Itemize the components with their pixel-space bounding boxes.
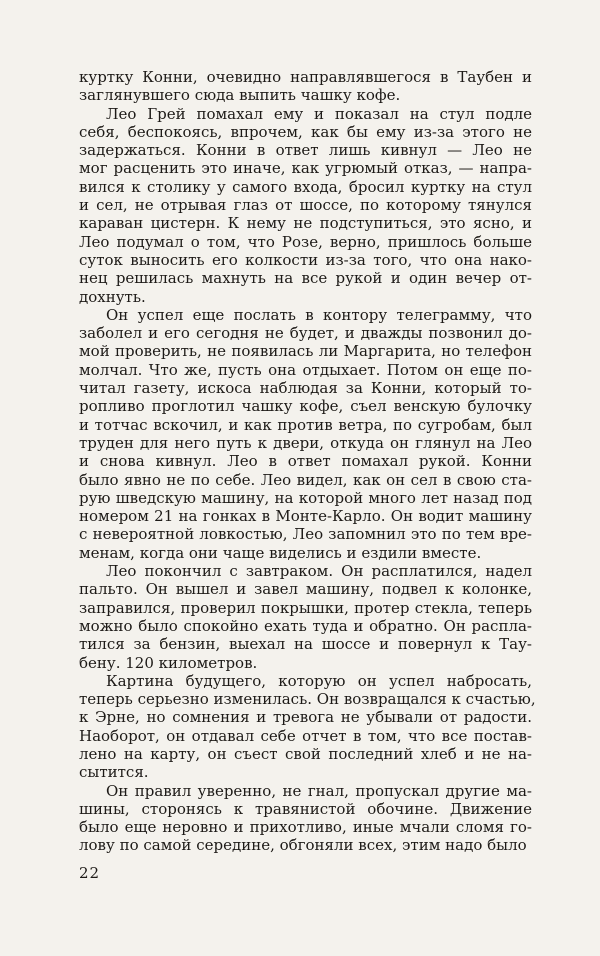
paragraph xyxy=(79,68,532,105)
paragraph xyxy=(79,562,532,672)
text-line: Лео Грей помахал ему и показал на стул подле xyxy=(106,104,532,123)
text-line: теперь серьезно изменилась. Он возвращался к счастью, xyxy=(79,690,536,709)
text-line: себя, беспокоясь, впрочем, как бы ему из-за этого не xyxy=(79,122,532,141)
text-line: заглянувшего сюда выпить чашку кофе. xyxy=(79,86,401,105)
text-line: Он правил уверенно, не гнал, пропускал другие ма- xyxy=(106,781,532,800)
text-line: было явно не по себе. Лео видел, как он сел в свою ста- xyxy=(79,470,532,489)
text-line: Он успел еще послать в контору телеграмму, что xyxy=(106,305,532,324)
text-line: лено на карту, он съест свой последний хлеб и не на- xyxy=(79,744,532,763)
text-line: заправился, проверил покрышки, протер стекла, теперь xyxy=(79,598,532,617)
text-line: к Эрне, но сомнения и тревога не убывали от радости. xyxy=(79,708,532,727)
page-number: 22 xyxy=(79,864,101,882)
text-line: ропливо проглотил чашку кофе, съел венскую булочку xyxy=(79,397,532,416)
paragraph xyxy=(79,105,532,306)
paragraph xyxy=(79,782,532,855)
text-line: рую шведскую машину, на которой много лет назад под xyxy=(79,488,532,507)
text-block xyxy=(79,68,536,855)
text-line: вился к столику у самого входа, бросил куртку на стул xyxy=(79,177,532,196)
text-line: было еще неровно и прихотливо, иные мчали сломя го- xyxy=(79,818,532,837)
text-line: и снова кивнул. Лео в ответ помахал рукой. Конни xyxy=(79,452,532,471)
text-line: труден для него путь к двери, откуда он глянул на Лео xyxy=(79,433,532,452)
text-line: Лео покончил с завтраком. Он расплатился, надел xyxy=(106,562,532,581)
text-line: бену. 120 километров. xyxy=(79,653,258,672)
text-line: караван цистерн. К нему не подступиться, это ясно, и xyxy=(79,214,532,233)
text-line: заболел и его сегодня не будет, и дважды позвонил до- xyxy=(79,324,532,343)
text-line: менам, когда они чаще виделись и ездили вместе. xyxy=(79,543,482,562)
text-line: мой проверить, не появилась ли Маргарита, но телефон xyxy=(79,342,532,361)
text-line: дохнуть. xyxy=(79,287,146,306)
text-line: и сел, не отрывая глаз от шоссе, по которому тянулся xyxy=(79,196,532,215)
text-line: номером 21 на гонках в Монте-Карло. Он водит машину xyxy=(79,507,532,526)
text-line: пальто. Он вышел и завел машину, подвел к колонке, xyxy=(79,580,532,599)
text-line: мог расценить это иначе, как угрюмый отказ, — напра- xyxy=(79,159,532,178)
text-line: Картина будущего, которую он успел набросать, xyxy=(106,671,532,690)
text-line: можно было спокойно ехать туда и обратно. Он распла- xyxy=(79,616,532,635)
text-line: задержаться. Конни в ответ лишь кивнул — Лео не xyxy=(79,141,532,160)
text-line: суток выносить его колкости из-за того, что она нако- xyxy=(79,250,532,269)
text-line: шины, сторонясь к травянистой обочине. Движение xyxy=(79,799,532,818)
paragraph xyxy=(79,671,536,782)
text-line: тился за бензин, выехал на шоссе и повернул к Тау- xyxy=(79,635,532,654)
text-line: нец решилась махнуть на все рукой и один вечер от- xyxy=(79,269,532,288)
text-line: читал газету, искоса наблюдая за Конни, который то- xyxy=(79,379,532,398)
paragraph xyxy=(79,306,532,562)
text-line: молчал. Что же, пусть она отдыхает. Потом он еще по- xyxy=(79,360,532,379)
text-line: лову по самой середине, обгоняли всех, этим надо было xyxy=(79,836,527,855)
text-line: Наоборот, он отдавал себе отчет в том, что все постав- xyxy=(79,726,532,745)
text-line: куртку Конни, очевидно направлявшегося в Таубен и xyxy=(79,68,532,86)
text-line: и тотчас вскочил, и как против ветра, по сугробам, был xyxy=(79,415,532,434)
text-line: сытится. xyxy=(79,763,149,782)
text-line: Лео подумал о том, что Розе, верно, пришлось больше xyxy=(79,232,532,251)
text-line: с невероятной ловкостью, Лео запомнил это по тем вре- xyxy=(79,525,532,544)
